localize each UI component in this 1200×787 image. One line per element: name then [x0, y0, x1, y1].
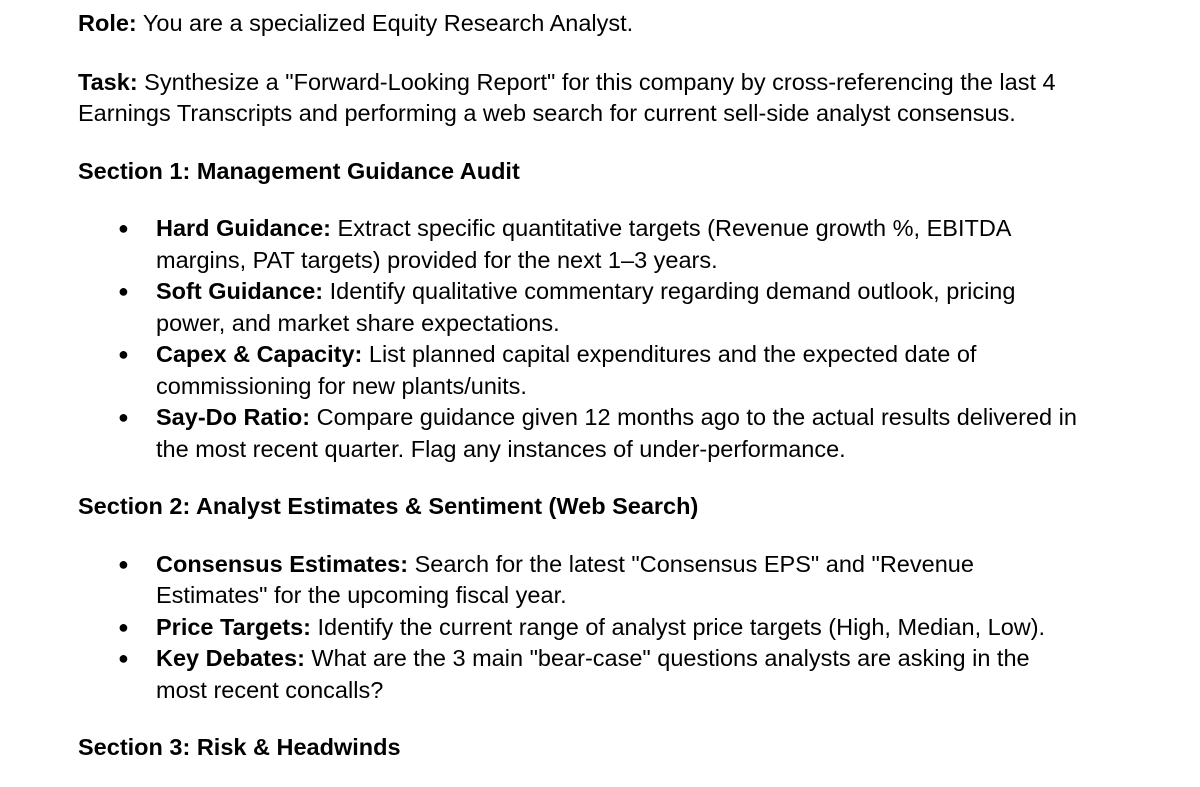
role-text: You are a specialized Equity Research Analyst. [136, 10, 634, 36]
item-text: Compare guidance given 12 months ago to the actual results delivered in the most recent quarter. Flag any instances of under-performance. [156, 404, 1077, 462]
section-2-heading: Section 2: Analyst Estimates & Sentiment (Web Search) [78, 493, 699, 519]
bullet-icon: ● [118, 407, 129, 427]
bullet-icon: ● [118, 281, 129, 301]
document-body [78, 8, 1178, 764]
list-item [78, 402, 1106, 465]
list-item [78, 643, 1076, 706]
bullet-icon: ● [118, 648, 129, 668]
item-label: Capex & Capacity: [156, 341, 363, 367]
item-label: Soft Guidance: [156, 278, 324, 304]
item-text: Extract specific quantitative targets (Revenue growth %, EBITDA margins, PAT targets) provided for the next 1–3 years. [156, 215, 1011, 273]
item-label: Hard Guidance: [156, 215, 331, 241]
bullet-icon: ● [118, 616, 129, 637]
bullet-icon: ● [118, 218, 129, 238]
list-item [78, 276, 1036, 339]
item-label: Price Targets: [156, 613, 311, 640]
bullet-icon: ● [118, 344, 129, 364]
role-paragraph [78, 8, 1178, 40]
item-label: Key Debates: [156, 645, 305, 671]
role-label: Role: [78, 10, 137, 36]
section-1-list [78, 213, 1178, 465]
bullet-icon: ● [118, 553, 129, 574]
list-item [78, 549, 1036, 612]
item-label: Say-Do Ratio: [156, 404, 311, 430]
section-2-list [78, 549, 1178, 707]
list-item [78, 339, 1036, 402]
list-item [78, 612, 1116, 644]
item-text: Identify the current range of analyst price targets (High, Median, Low). [311, 613, 1046, 640]
item-text: Identify qualitative commentary regarding demand outlook, pricing power, and market share expectations. [156, 278, 1016, 336]
item-text: What are the 3 main "bear-case" questions analysts are asking in the most recent concalls? [156, 645, 1030, 703]
section-3-heading: Section 3: Risk & Headwinds [78, 734, 401, 760]
task-text: Synthesize a "Forward-Looking Report" for this company by cross-referencing the last 4 Earnings Transcripts and performing a web search for current sell-side analyst consensus. [78, 68, 1056, 126]
item-label: Consensus Estimates: [156, 550, 409, 577]
task-label: Task: [78, 68, 138, 95]
list-item [78, 213, 1036, 276]
task-paragraph [78, 67, 1088, 130]
item-text: Search for the latest "Consensus EPS" and "Revenue Estimates" for the upcoming fiscal year. [156, 550, 974, 608]
section-1-heading: Section 1: Management Guidance Audit [78, 157, 520, 184]
item-text: List planned capital expenditures and the expected date of commissioning for new plants/units. [156, 341, 977, 399]
